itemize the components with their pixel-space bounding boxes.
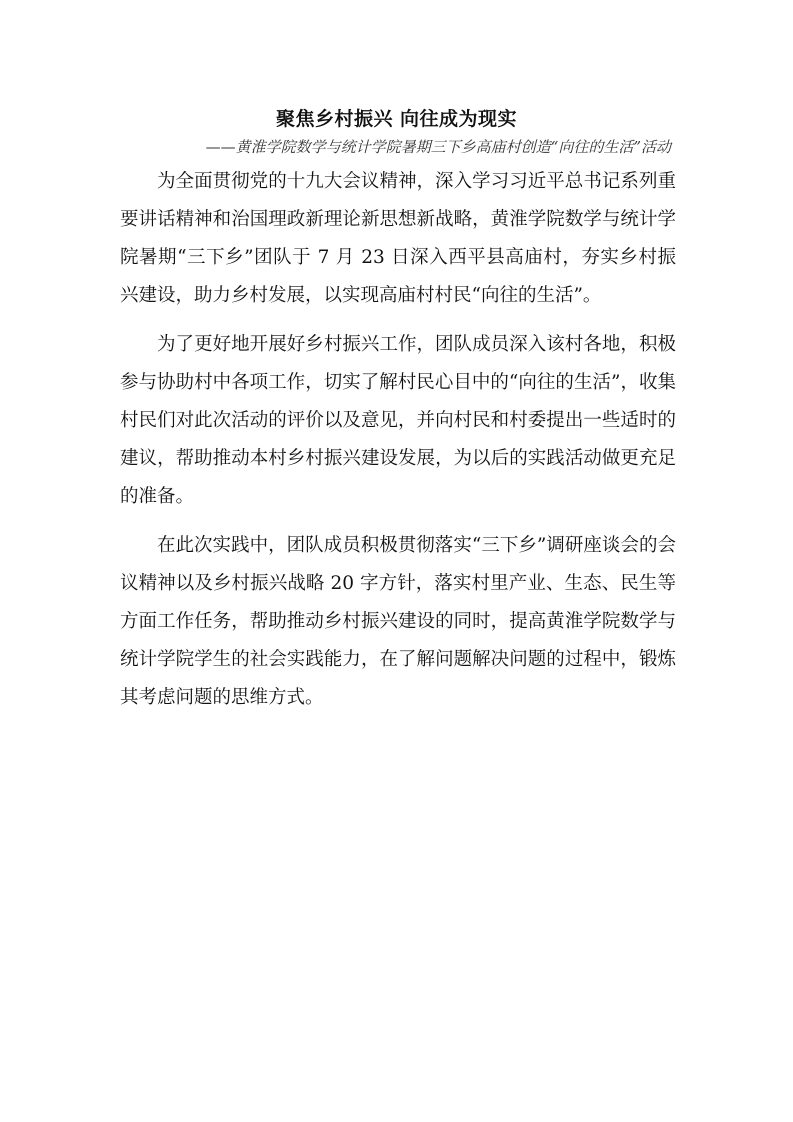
- document-title: 聚焦乡村振兴 向往成为现实: [275, 108, 518, 130]
- document-body: [120, 163, 676, 728]
- paragraph: 为全面贯彻党的十九大会议精神，深入学习习近平总书记系列重要讲话精神和治国理政新理论新思想新战略，黄淮学院数学与统计学院暑期“三下乡”团队于 7 月 23 日深入西平县高庙村，夯实乡村振兴建设，助力乡村发展，以实现高庙村村民“向往的生活”。: [120, 171, 676, 306]
- document-subtitle: ——黄淮学院数学与统计学院暑期三下乡高庙村创造“向往的生活”活动: [205, 138, 671, 156]
- paragraph: 为了更好地开展好乡村振兴工作，团队成员深入该村各地，积极参与协助村中各项工作，切实了解村民心目中的“向往的生活”，收集村民们对此次活动的评价以及意见，并向村民和村委提出一些适时的建议，帮助推动本村乡村振兴建设发展，为以后的实践活动做更充足的准备。: [120, 334, 676, 507]
- paragraph: 在此次实践中，团队成员积极贯彻落实“三下乡”调研座谈会的会议精神以及乡村振兴战略 20 字方针，落实村里产业、生态、民生等方面工作任务，帮助推动乡村振兴建设的同时，提高黄淮学院数学与统计学院学生的社会实践能力，在了解问题解决问题的过程中，锻炼其考虑问题的思维方式。: [120, 535, 676, 708]
